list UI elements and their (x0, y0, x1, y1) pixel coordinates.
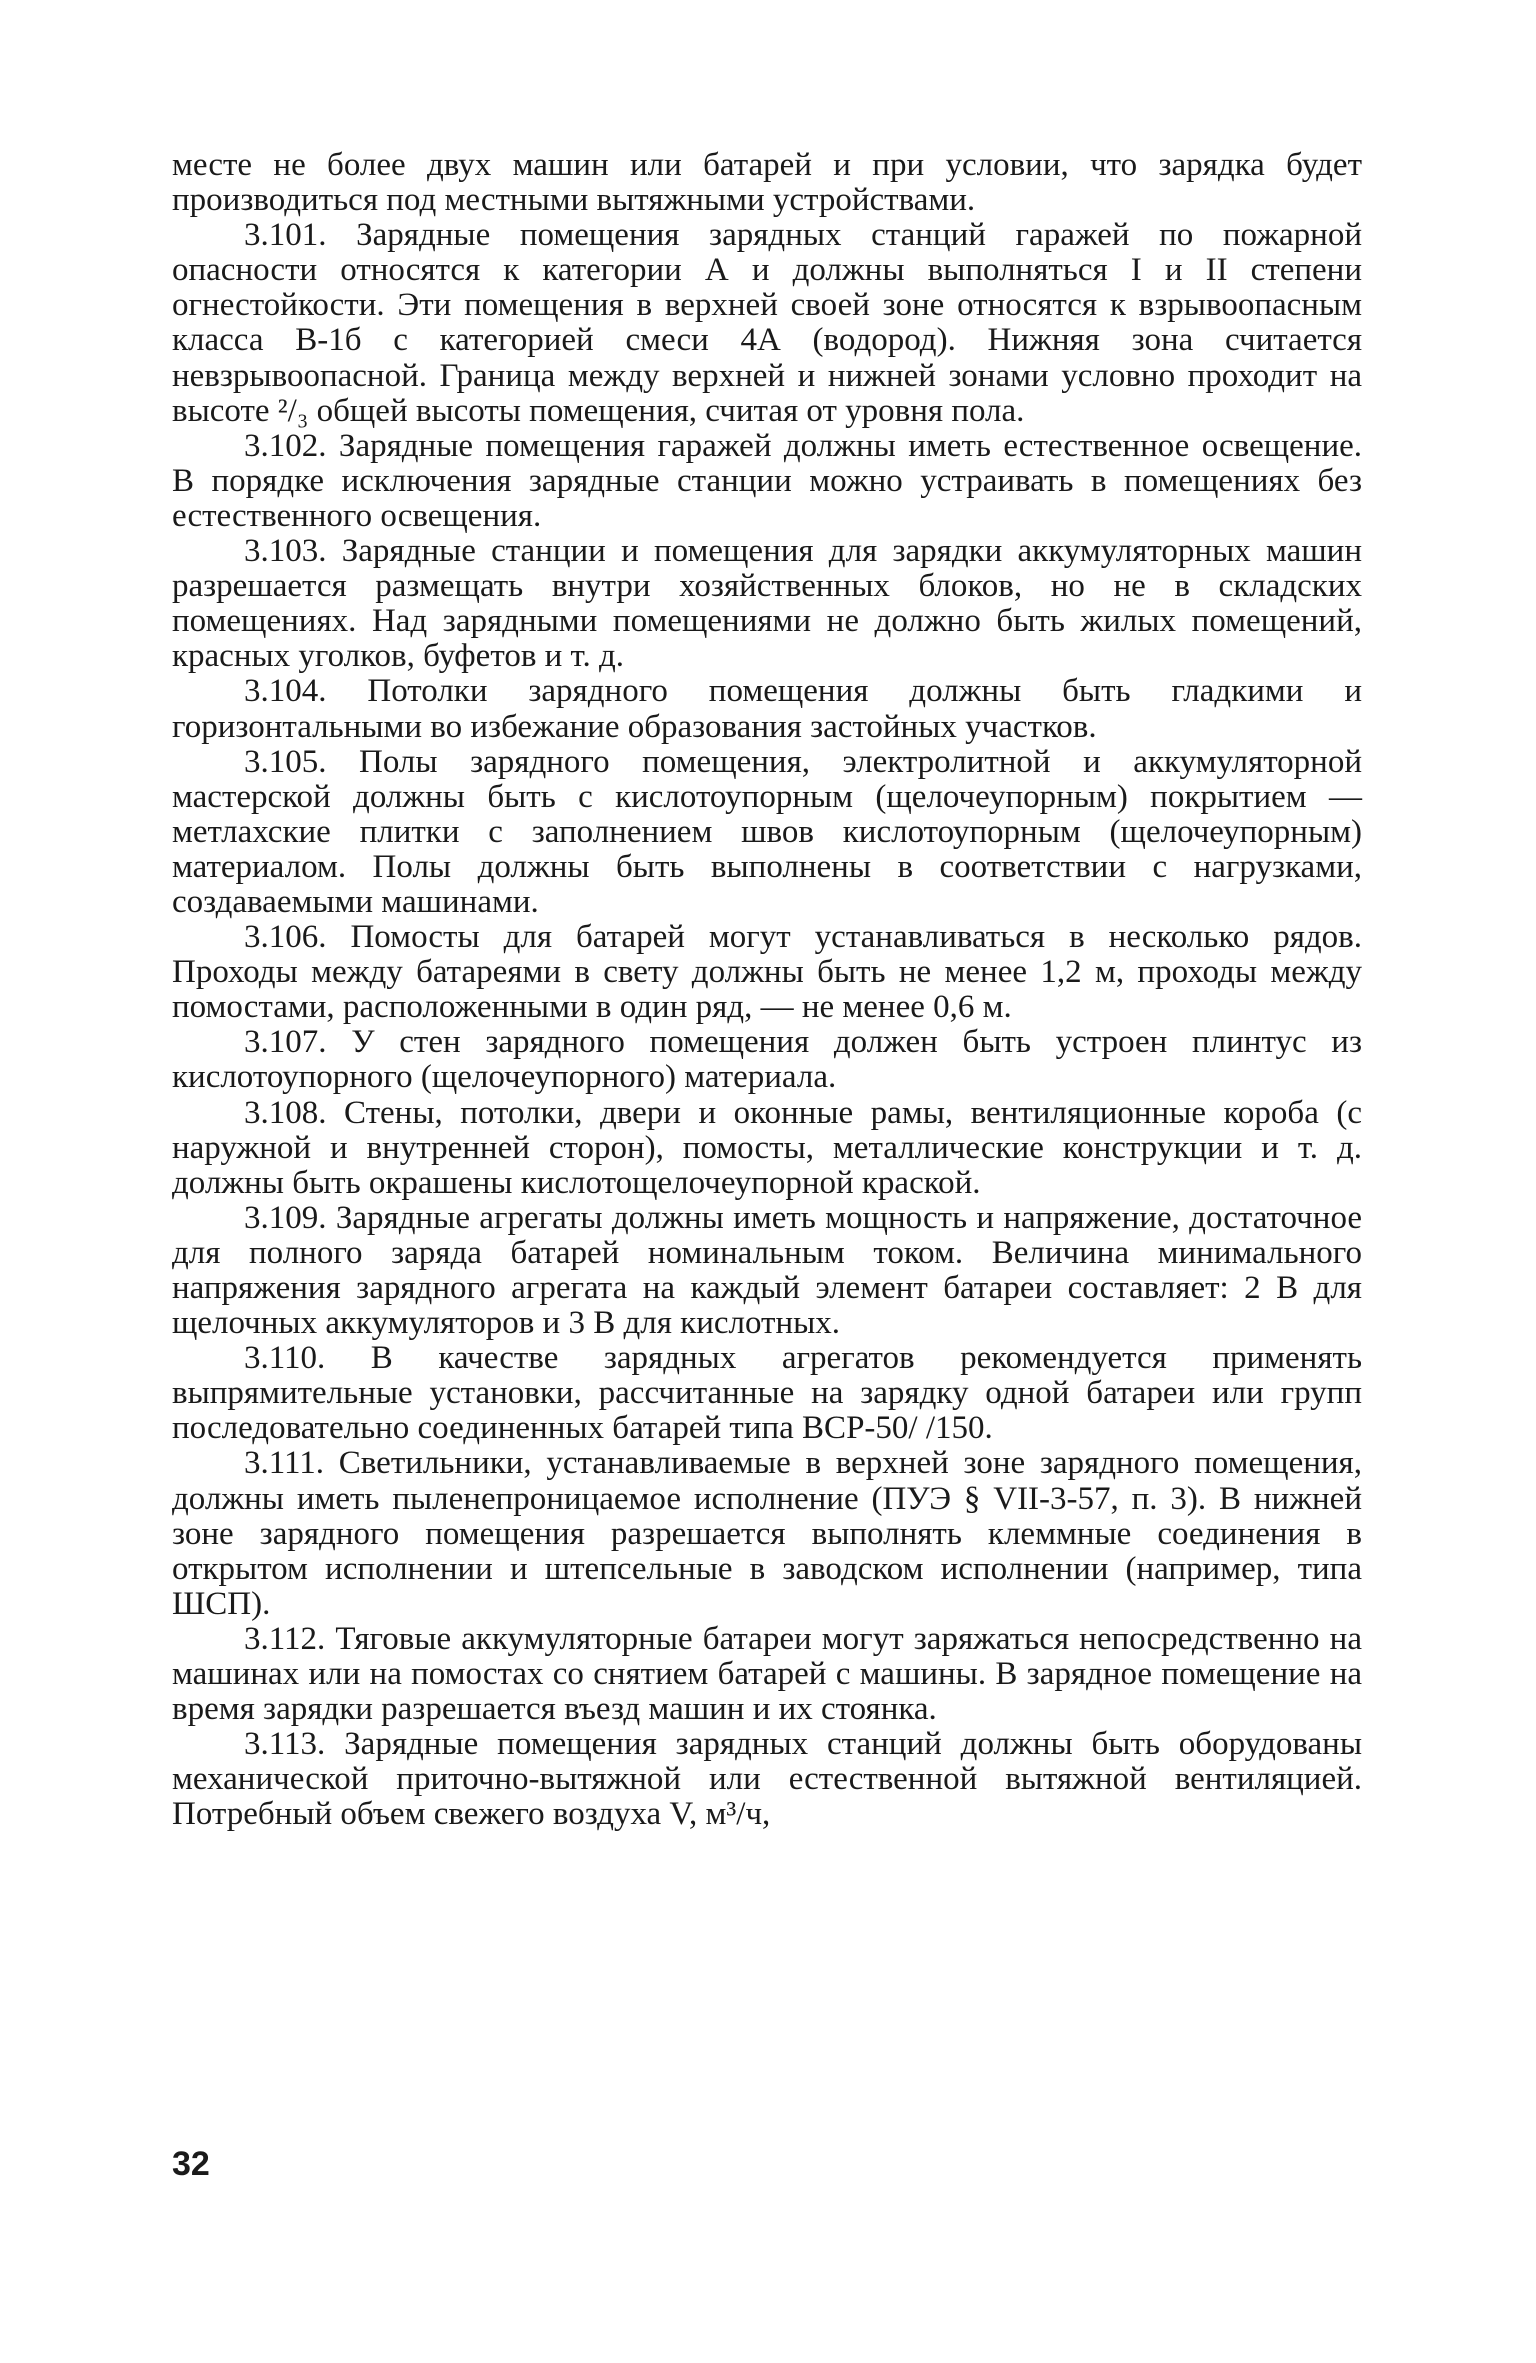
paragraph-3-101: 3.101. Зарядные помещения зарядных станций гаражей по пожарной опасности относятся к категории А и должны выполняться I и II степени огнестойкости. Эти помещения в верхней своей зоне относятся к взрывоопасным класса В-1б с категорией смеси 4А (водород). Нижняя зона считается невзрывоопасной. Граница между верхней и нижней зонами условно проходит на высоте ²/₃ общей высоты помещения, считая от уровня пола. (172, 217, 1362, 429)
paragraph-3-108: 3.108. Стены, потолки, двери и оконные рамы, вентиляционные короба (с наружной и внутренней сторон), помосты, металлические конструкции и т. д. должны быть окрашены кислотощелочеупорной краской. (172, 1094, 1362, 1201)
paragraph-3-103: 3.103. Зарядные станции и помещения для зарядки аккумуляторных машин разрешается размещать внутри хозяйственных блоков, но не в складских помещениях. Над зарядными помещениями не должно быть жилых помещений, красных уголков, буфетов и т. д. (172, 533, 1362, 675)
paragraph-3-110: 3.110. В качестве зарядных агрегатов рекомендуется применять выпрямительные установки, рассчитанные на зарядку одной батареи или групп последовательно соединенных батарей типа ВСР-50/ /150. (172, 1340, 1362, 1447)
paragraph-3-102: 3.102. Зарядные помещения гаражей должны иметь естественное освещение. В порядке исключения зарядные станции можно устраивать в помещениях без естественного освещения. (172, 427, 1362, 534)
paragraph-3-106: 3.106. Помосты для батарей могут устанавливаться в несколько рядов. Проходы между батареями в свету должны быть не менее 1,2 м, проходы между помостами, расположенными в один ряд, — не менее 0,6 м. (172, 919, 1362, 1026)
paragraph-3-111: 3.111. Светильники, устанавливаемые в верхней зоне зарядного помещения, должны иметь пыленепроницаемое исполнение (ПУЭ § VII-3-57, п. 3). В нижней зоне зарядного помещения разрешается выполнять клеммные соединения в открытом исполнении и штепсельные в заводском исполнении (например, типа ШСП). (172, 1445, 1362, 1622)
paragraph-3-112: 3.112. Тяговые аккумуляторные батареи могут заряжаться непосредственно на машинах или на помостах со снятием батарей с машины. В зарядное помещение на время зарядки разрешается въезд машин и их стоянка. (172, 1620, 1362, 1728)
paragraph-3-107: 3.107. У стен зарядного помещения должен быть устроен плинтус из кислотоупорного (щелочеупорного) материала. (172, 1024, 1362, 1096)
paragraph-3-113: 3.113. Зарядные помещения зарядных станций должны быть оборудованы механической приточно-вытяжной или естественной вытяжной вентиляцией. Потребный объем свежего воздуха V, м³/ч, (172, 1726, 1362, 1833)
paragraph-3-105: 3.105. Полы зарядного помещения, электролитной и аккумуляторной мастерской должны быть с кислотоупорным (щелочеупорным) покрытием — метлахские плитки с заполнением швов кислотоупорным (щелочеупорным) материалом. Полы должны быть выполнены в соответствии с нагрузками, создаваемыми машинами. (172, 743, 1362, 920)
paragraph-continuation: месте не более двух машин или батарей и при условии, что зарядка будет производиться под местными вытяжными устройствами. (172, 147, 1362, 219)
page-body (172, 148, 1362, 1833)
page-number: 32 (172, 2145, 210, 2183)
paragraph-3-109: 3.109. Зарядные агрегаты должны иметь мощность и напряжение, достаточное для полного заряда батарей номинальным током. Величина минимального напряжения зарядного агрегата на каждый элемент батареи составляет: 2 В для щелочных аккумуляторов и 3 В для кислотных. (172, 1199, 1362, 1342)
paragraph-3-104: 3.104. Потолки зарядного помещения должны быть гладкими и горизонтальными во избежание образования застойных участков. (172, 673, 1362, 745)
